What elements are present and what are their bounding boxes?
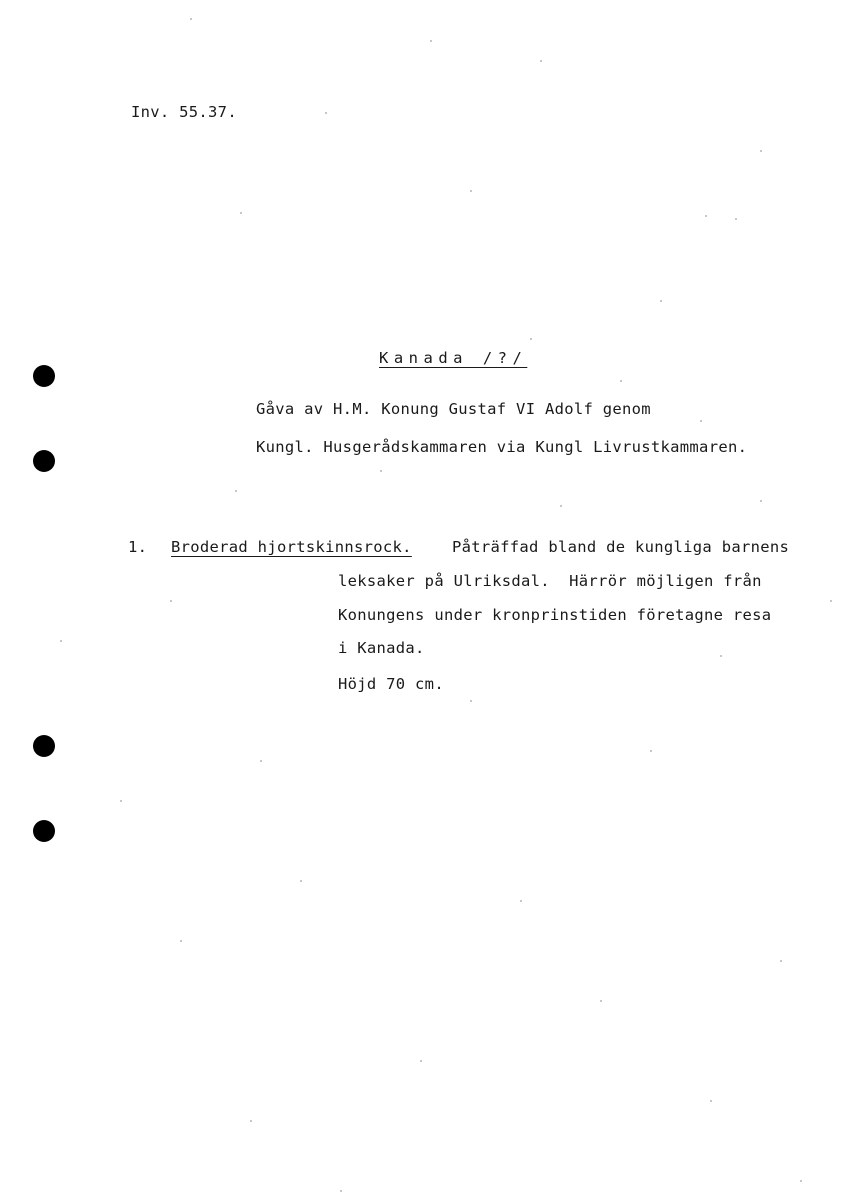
paper-speck: [560, 505, 562, 507]
paper-speck: [530, 338, 532, 340]
paper-speck: [620, 380, 622, 382]
item-description-line: leksaker på Ulriksdal. Härrör möjligen från: [338, 572, 762, 590]
paper-speck: [300, 880, 302, 882]
paper-speck: [380, 470, 382, 472]
paper-speck: [650, 750, 652, 752]
item-description-line: Konungens under kronprinstiden företagne resa: [338, 606, 772, 624]
punch-hole: [33, 365, 55, 387]
inventory-number: Inv. 55.37.: [131, 103, 237, 121]
item-title: Broderad hjortskinnsrock.: [171, 538, 412, 556]
paper-speck: [240, 212, 242, 214]
paper-speck: [250, 1120, 252, 1122]
paper-speck: [470, 700, 472, 702]
paper-speck: [780, 960, 782, 962]
paper-speck: [430, 40, 432, 42]
paper-speck: [760, 500, 762, 502]
item-description-line: i Kanada.: [338, 639, 425, 657]
paper-speck: [760, 150, 762, 152]
punch-hole: [33, 735, 55, 757]
paper-speck: [470, 190, 472, 192]
paper-speck: [420, 1060, 422, 1062]
paper-speck: [600, 1000, 602, 1002]
paper-speck: [800, 1180, 802, 1182]
paper-speck: [340, 1190, 342, 1192]
document-heading: Kanada /?/: [379, 349, 528, 367]
paper-speck: [520, 900, 522, 902]
item-description-line: Påträffad bland de kungliga barnens: [452, 538, 790, 556]
paper-speck: [260, 760, 262, 762]
paper-speck: [705, 215, 707, 217]
paper-speck: [120, 800, 122, 802]
paper-speck: [190, 18, 192, 20]
paper-speck: [325, 112, 327, 114]
gift-line-2: Kungl. Husgerådskammaren via Kungl Livrustkammaren.: [256, 438, 748, 456]
paper-speck: [170, 600, 172, 602]
paper-speck: [660, 300, 662, 302]
paper-speck: [720, 655, 722, 657]
paper-speck: [235, 490, 237, 492]
paper-speck: [180, 940, 182, 942]
paper-speck: [830, 600, 832, 602]
item-number: 1.: [128, 538, 148, 556]
paper-speck: [540, 60, 542, 62]
paper-speck: [700, 420, 702, 422]
gift-line-1: Gåva av H.M. Konung Gustaf VI Adolf genom: [256, 400, 651, 418]
paper-speck: [60, 640, 62, 642]
paper-speck: [710, 1100, 712, 1102]
punch-hole: [33, 820, 55, 842]
paper-speck: [735, 218, 737, 220]
item-height: Höjd 70 cm.: [338, 675, 444, 693]
punch-hole: [33, 450, 55, 472]
